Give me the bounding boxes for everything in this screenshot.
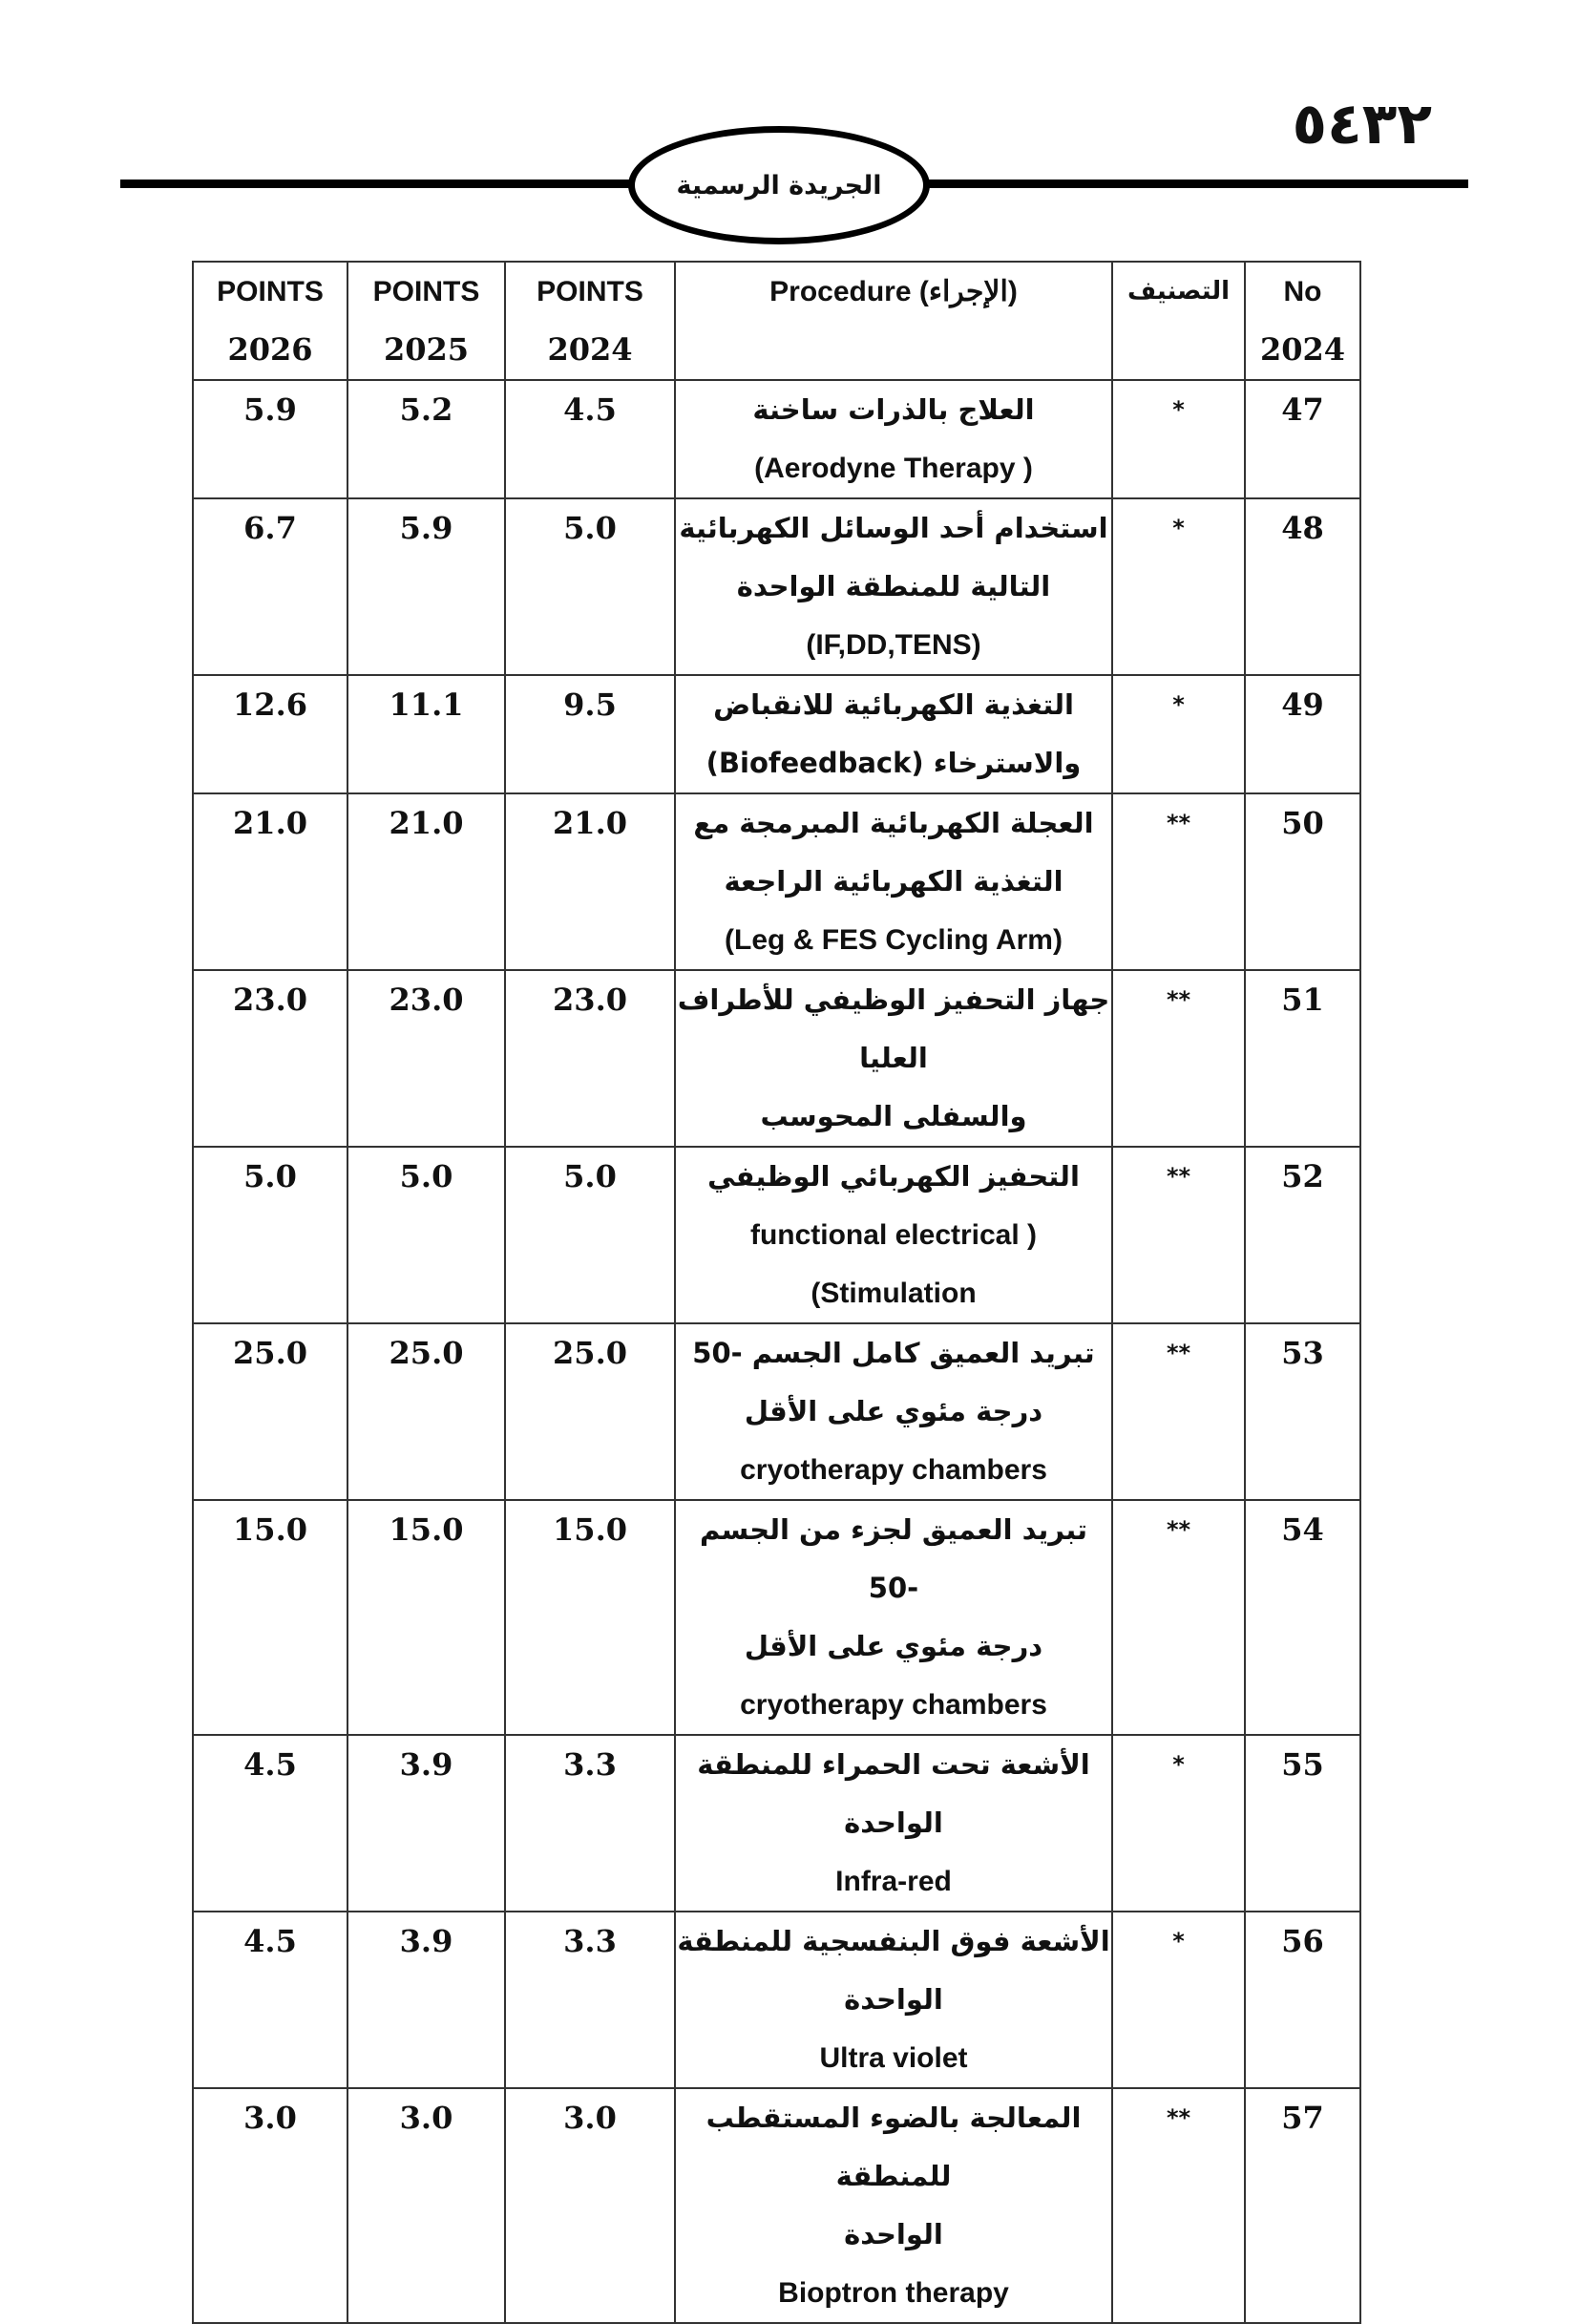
procedure-english-line: functional electrical ): [749, 1219, 1038, 1251]
points-2026-cell: 21.0: [193, 793, 347, 970]
number-cell: 53: [1245, 1323, 1360, 1500]
procedure-cell: [675, 498, 1112, 675]
points-2024-cell: 25.0: [505, 1323, 675, 1500]
number-cell: 57: [1245, 2088, 1360, 2323]
procedure-english-line: Bioptron therapy: [778, 2277, 1009, 2309]
points-2025-cell: 21.0: [347, 793, 505, 970]
points-2025-cell: 15.0: [347, 1500, 505, 1735]
procedure-english-line: Ultra violet: [819, 2042, 968, 2074]
header-points-2026: POINTS 2026: [193, 262, 347, 380]
classification-cell: **: [1112, 1323, 1245, 1500]
points-2025-cell: 25.0: [347, 1323, 505, 1500]
procedure-arabic-line: والاسترخاء (Biofeedback): [705, 747, 1082, 779]
procedure-arabic-line: التالية للمنطقة الواحدة: [736, 570, 1051, 602]
points-2025-cell: 11.1: [347, 675, 505, 793]
points-2024-cell: 9.5: [505, 675, 675, 793]
procedure-cell: [675, 1147, 1112, 1323]
classification-cell: *: [1112, 1735, 1245, 1912]
procedure-arabic-line: جهاز التحفيز الوظيفي للأطراف العليا: [677, 983, 1110, 1074]
points-2024-cell: 3.0: [505, 2088, 675, 2323]
table-row: [193, 1323, 1360, 1500]
procedure-arabic-line: والسفلى المحوسب: [760, 1100, 1027, 1132]
procedure-arabic-line: تبريد العميق كامل الجسم -50: [692, 1337, 1095, 1369]
points-2026-cell: 5.9: [193, 380, 347, 498]
gazette-title: الجريدة الرسمية: [676, 170, 882, 201]
procedure-arabic-line: التغذية الكهربائية الراجعة: [724, 865, 1063, 898]
points-2026-cell: 4.5: [193, 1912, 347, 2088]
table-row: [193, 675, 1360, 793]
procedure-cell: [675, 793, 1112, 970]
table-row: [193, 1500, 1360, 1735]
procedure-arabic-line: الأشعة فوق البنفسجية للمنطقة الواحدة: [677, 1925, 1110, 2016]
procedure-cell: [675, 1735, 1112, 1912]
header-classification: التصنيف: [1112, 262, 1245, 380]
points-2026-cell: 23.0: [193, 970, 347, 1147]
procedure-arabic-line: المعالجة بالضوء المستقطب للمنطقة: [705, 2102, 1082, 2192]
header-procedure: Procedure (الإجراء): [675, 262, 1112, 380]
table-row: [193, 380, 1360, 498]
header-no: No 2024: [1245, 262, 1360, 380]
table-row: [193, 2088, 1360, 2323]
points-2026-cell: 3.0: [193, 2088, 347, 2323]
header-points-2024: POINTS 2024: [505, 262, 675, 380]
classification-cell: *: [1112, 380, 1245, 498]
points-2026-cell: 5.0: [193, 1147, 347, 1323]
procedure-arabic-line: درجة مئوي على الأقل: [744, 1630, 1043, 1662]
procedure-arabic-line: تبريد العميق لجزء من الجسم -50: [699, 1513, 1088, 1604]
number-cell: 55: [1245, 1735, 1360, 1912]
classification-cell: **: [1112, 1147, 1245, 1323]
procedure-cell: [675, 970, 1112, 1147]
classification-cell: **: [1112, 2088, 1245, 2323]
points-2025-cell: 5.0: [347, 1147, 505, 1323]
points-2025-cell: 5.9: [347, 498, 505, 675]
points-2025-cell: 3.9: [347, 1735, 505, 1912]
points-2026-cell: 4.5: [193, 1735, 347, 1912]
points-2024-cell: 3.3: [505, 1912, 675, 2088]
points-2025-cell: 23.0: [347, 970, 505, 1147]
table-row: [193, 1147, 1360, 1323]
procedures-table: [192, 261, 1361, 2324]
number-cell: 49: [1245, 675, 1360, 793]
classification-cell: *: [1112, 675, 1245, 793]
procedure-cell: [675, 675, 1112, 793]
number-cell: 50: [1245, 793, 1360, 970]
classification-cell: **: [1112, 793, 1245, 970]
number-cell: 52: [1245, 1147, 1360, 1323]
procedure-arabic-line: العلاج بالذرات ساخنة: [752, 393, 1035, 426]
procedure-cell: [675, 380, 1112, 498]
procedure-arabic-line: الأشعة تحت الحمراء للمنطقة الواحدة: [697, 1748, 1090, 1839]
procedure-cell: [675, 2088, 1112, 2323]
table-row: [193, 498, 1360, 675]
points-2026-cell: 25.0: [193, 1323, 347, 1500]
procedure-cell: [675, 1323, 1112, 1500]
procedure-cell: [675, 1500, 1112, 1735]
table-row: [193, 1912, 1360, 2088]
classification-cell: *: [1112, 1912, 1245, 2088]
table-header-row: [193, 262, 1360, 380]
points-2025-cell: 5.2: [347, 380, 505, 498]
procedure-arabic-line: التحفيز الكهربائي الوظيفي: [707, 1160, 1080, 1193]
header-points-2025: POINTS 2025: [347, 262, 505, 380]
points-2024-cell: 4.5: [505, 380, 675, 498]
points-2024-cell: 5.0: [505, 498, 675, 675]
points-2024-cell: 15.0: [505, 1500, 675, 1735]
points-2025-cell: 3.0: [347, 2088, 505, 2323]
page-number: ٥٤٣٢: [1292, 91, 1432, 158]
procedure-english-line: (IF,DD,TENS): [806, 629, 981, 661]
procedure-english-line: (Leg & FES Cycling Arm): [725, 924, 1063, 956]
procedure-arabic-line: استخدام أحد الوسائل الكهربائية: [679, 512, 1108, 544]
number-cell: 48: [1245, 498, 1360, 675]
procedure-arabic-line: درجة مئوي على الأقل: [744, 1395, 1043, 1427]
points-2026-cell: 15.0: [193, 1500, 347, 1735]
procedure-english-line: cryotherapy chambers: [740, 1689, 1047, 1721]
points-2026-cell: 12.6: [193, 675, 347, 793]
points-2025-cell: 3.9: [347, 1912, 505, 2088]
classification-cell: *: [1112, 498, 1245, 675]
procedure-english-line: cryotherapy chambers: [740, 1454, 1047, 1486]
table-row: [193, 970, 1360, 1147]
points-2024-cell: 5.0: [505, 1147, 675, 1323]
table-row: [193, 1735, 1360, 1912]
number-cell: 51: [1245, 970, 1360, 1147]
classification-cell: **: [1112, 970, 1245, 1147]
procedure-cell: [675, 1912, 1112, 2088]
points-2024-cell: 23.0: [505, 970, 675, 1147]
number-cell: 47: [1245, 380, 1360, 498]
gazette-title-oval: [628, 126, 930, 244]
table-row: [193, 793, 1360, 970]
procedure-arabic-line: العجلة الكهربائية المبرمجة مع: [693, 807, 1094, 839]
classification-cell: **: [1112, 1500, 1245, 1735]
number-cell: 54: [1245, 1500, 1360, 1735]
procedure-arabic-line: الواحدة: [844, 2218, 943, 2250]
points-2026-cell: 6.7: [193, 498, 347, 675]
procedure-english-line: (Stimulation: [811, 1278, 977, 1309]
points-2024-cell: 21.0: [505, 793, 675, 970]
number-cell: 56: [1245, 1912, 1360, 2088]
procedure-english-line: Infra-red: [835, 1866, 952, 1897]
points-2024-cell: 3.3: [505, 1735, 675, 1912]
procedure-arabic-line: التغذية الكهربائية للانقباض: [713, 688, 1074, 721]
procedure-english-line: (Aerodyne Therapy ): [754, 453, 1033, 484]
